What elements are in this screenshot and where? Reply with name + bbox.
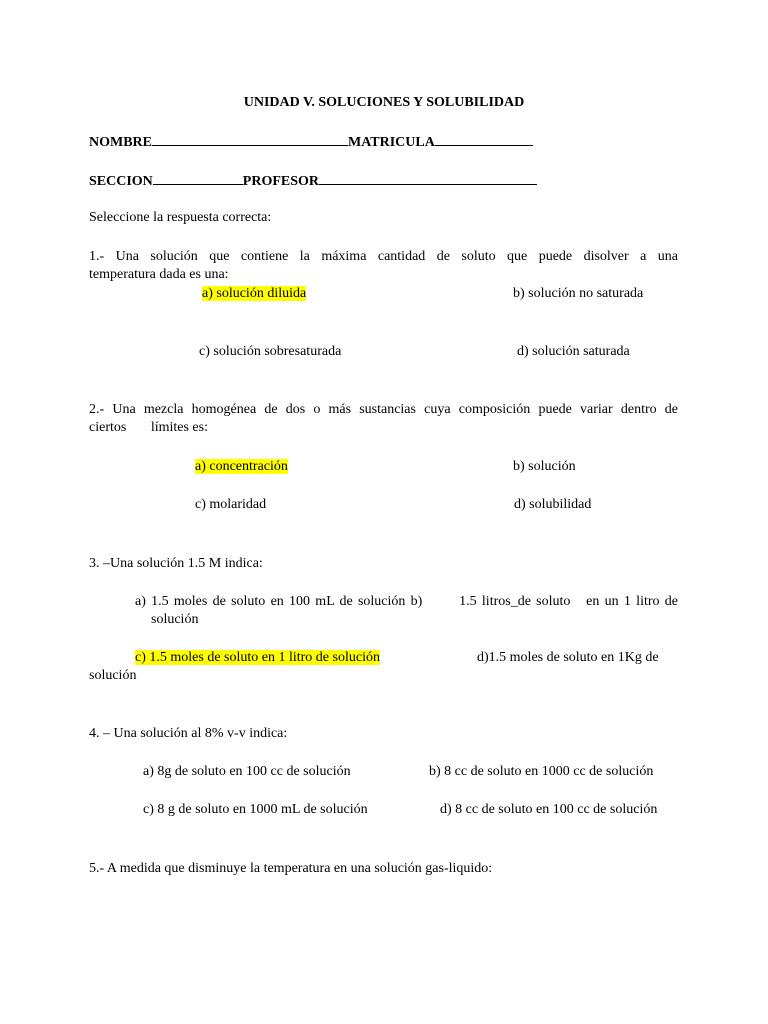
q1-option-a[interactable] — [202, 285, 306, 303]
q3-option-c[interactable] — [135, 649, 380, 667]
q2-option-c[interactable]: c) molaridad — [195, 497, 267, 512]
matricula-blank[interactable] — [435, 132, 533, 146]
q2-option-d[interactable]: d) solubilidad — [514, 497, 592, 512]
seccion-blank[interactable] — [153, 171, 243, 185]
q1-option-d[interactable]: d) solución saturada — [517, 344, 630, 359]
q2-stem-line2: ciertos límites es: — [89, 420, 208, 435]
nombre-blank[interactable] — [152, 132, 348, 146]
q2-option-a-text: a) concentración — [195, 459, 288, 474]
name-row — [89, 132, 533, 152]
q3-option-c-text: c) 1.5 moles de soluto en 1 litro de solución — [135, 650, 380, 665]
q2-option-a[interactable] — [195, 458, 288, 476]
q3-option-d-cont: solución — [89, 668, 137, 683]
q5-stem: 5.- A medida que disminuye la temperatura en una solución gas-liquido: — [89, 861, 493, 876]
q4-option-d[interactable]: d) 8 cc de soluto en 100 cc de solución — [440, 802, 658, 817]
instructions: Seleccione la respuesta correcta: — [89, 210, 272, 225]
q1-option-c[interactable]: c) solución sobresaturada — [199, 344, 342, 359]
page-title: UNIDAD V. SOLUCIONES Y SOLUBILIDAD — [243, 95, 525, 110]
q4-option-c[interactable]: c) 8 g de soluto en 1000 mL de solución — [143, 802, 368, 817]
q3-options-ab-line2: solución — [151, 612, 199, 627]
q4-option-b[interactable]: b) 8 cc de soluto en 1000 cc de solución — [429, 764, 654, 779]
q2-stem-line1: 2.- Una mezcla homogénea de dos o más sustancias cuya composición puede variar dentro de — [89, 402, 678, 417]
nombre-label: NOMBRE — [89, 135, 152, 150]
q3-stem: 3. –Una solución 1.5 M indica: — [89, 556, 263, 571]
q1-stem-line1: 1.- Una solución que contiene la máxima cantidad de soluto que puede disolver a una — [89, 249, 678, 264]
profesor-blank[interactable] — [319, 171, 537, 185]
q3-options-ab-line1[interactable]: a) 1.5 moles de soluto en 100 mL de solución b) 1.5 litros_de soluto en un 1 litro de — [135, 594, 678, 609]
q4-option-a[interactable]: a) 8g de soluto en 100 cc de solución — [143, 764, 351, 779]
matricula-label: MATRICULA — [348, 135, 435, 150]
q1-option-b[interactable]: b) solución no saturada — [513, 286, 644, 301]
seccion-label: SECCION — [89, 174, 153, 189]
q4-stem: 4. – Una solución al 8% v-v indica: — [89, 726, 288, 741]
q2-option-b[interactable]: b) solución — [513, 459, 576, 474]
profesor-label: PROFESOR — [242, 174, 320, 189]
q3-option-d[interactable]: d)1.5 moles de soluto en 1Kg de — [477, 650, 659, 665]
q1-option-a-text: a) solución diluida — [202, 286, 307, 301]
q1-stem-line2: temperatura dada es una: — [89, 267, 229, 282]
section-row — [89, 171, 537, 191]
